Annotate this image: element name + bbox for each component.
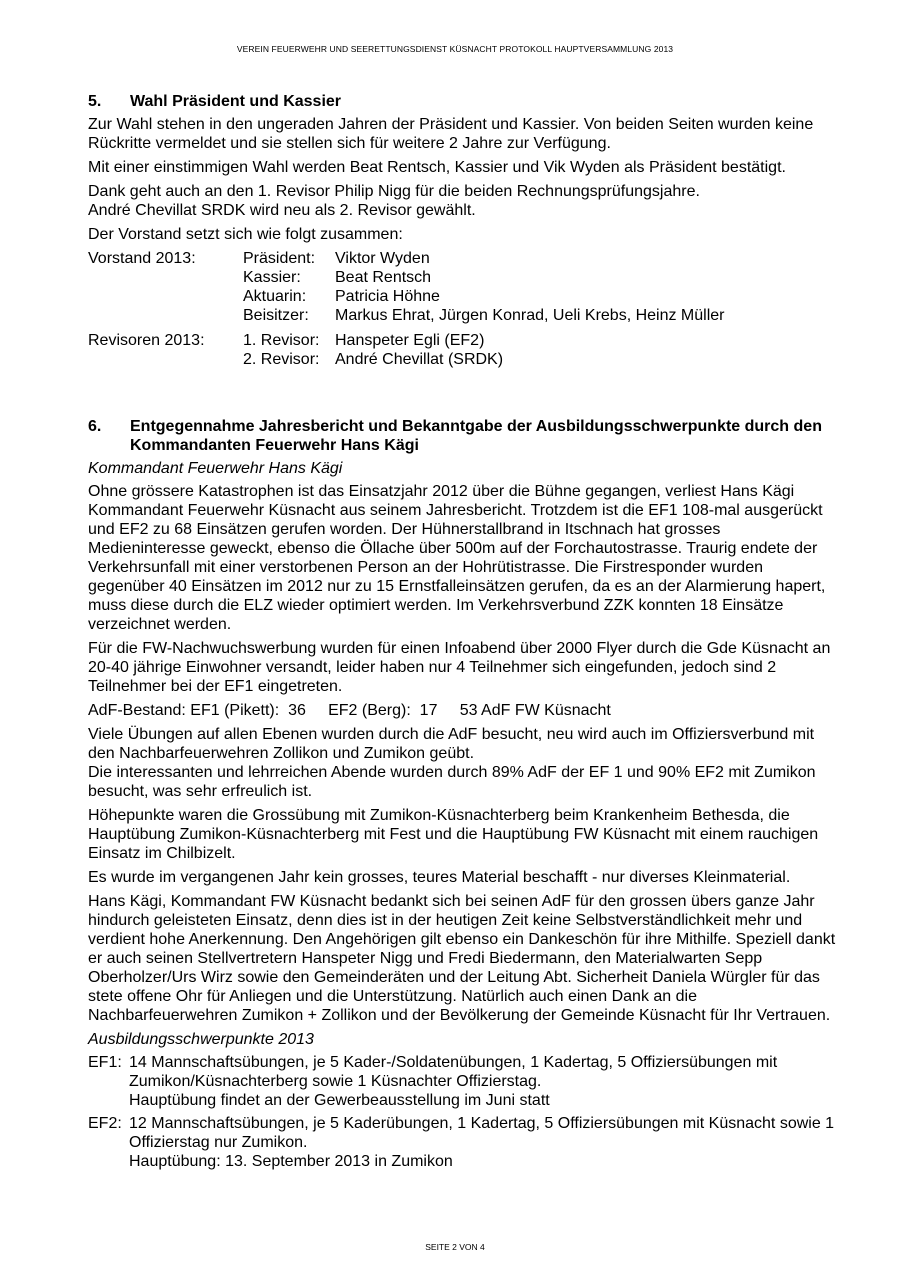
role: Präsident: bbox=[243, 250, 316, 267]
training-title: Ausbildungsschwerpunkte 2013 bbox=[88, 1031, 314, 1048]
role: 2. Revisor: bbox=[243, 351, 320, 368]
training-label: EF2: bbox=[88, 1115, 122, 1132]
revisoren-table bbox=[88, 331, 838, 369]
paragraph: Viele Übungen auf allen Ebenen wurden durch die AdF besucht, neu wird auch im Offiziersverbund mit den Nachbarfeuerwehren Zollikon und Zumikon geübt. Die interessanten und lehrreichen Abende wurden durch 89% AdF der EF 1 und 90% EF2 mit Zumikon besucht, was sehr erfreulich ist. bbox=[88, 726, 816, 800]
section-title: Entgegennahme Jahresbericht und Bekanntgabe der Ausbildungsschwerpunkte durch den Kommandanten Feuerwehr Hans Kägi bbox=[130, 418, 822, 454]
paragraph: Höhepunkte waren die Grossübung mit Zumikon-Küsnachterberg beim Krankenheim Bethesda, die Hauptübung Zumikon-Küsnachterberg mit Fest und die Hauptübung FW Küsnacht mit einem rauchigen Einsatz im Chilbizelt. bbox=[88, 807, 819, 862]
section-6-heading bbox=[88, 417, 838, 455]
member-name: Markus Ehrat, Jürgen Konrad, Ueli Krebs, Heinz Müller bbox=[335, 307, 725, 324]
training-label: EF1: bbox=[88, 1054, 122, 1071]
training-item bbox=[88, 1053, 838, 1110]
page-header: VEREIN FEUERWEHR UND SEERETTUNGSDIENST KÜSNACHT PROTOKOLL HAUPTVERSAMMLUNG 2013 bbox=[236, 44, 674, 54]
page-content bbox=[88, 92, 838, 1175]
training-text: 14 Mannschaftsübungen, je 5 Kader-/Soldatenübungen, 1 Kadertag, 5 Offiziersübungen mit Zumikon/Küsnachterberg sowie 1 Küsnachter Offizierstag. Hauptübung findet an der Gewerbeausstellung im Juni statt bbox=[129, 1054, 778, 1109]
section-number: 6. bbox=[88, 418, 102, 435]
role: Aktuarin: bbox=[243, 288, 307, 305]
member-name: Viktor Wyden bbox=[335, 250, 430, 267]
paragraph: Für die FW-Nachwuchswerbung wurden für einen Infoabend über 2000 Flyer durch die Gde Küsnacht an 20-40 jährige Einwohner versandt, leider haben nur 4 Teilnehmer sich eingefunden, jedoch sind 2 Teilnehmer bei der EF1 eingetreten. bbox=[88, 640, 831, 695]
role: Beisitzer: bbox=[243, 307, 309, 324]
section-number: 5. bbox=[88, 93, 102, 110]
paragraph: Dank geht auch an den 1. Revisor Philip Nigg für die beiden Rechnungsprüfungsjahre. André Chevillat SRDK wird neu als 2. Revisor gewählt. bbox=[88, 183, 700, 219]
training-item bbox=[88, 1114, 838, 1171]
member-name: Hanspeter Egli (EF2) bbox=[335, 332, 485, 349]
paragraph: Der Vorstand setzt sich wie folgt zusammen: bbox=[88, 226, 403, 243]
role: Kassier: bbox=[243, 269, 301, 286]
paragraph: Mit einer einstimmigen Wahl werden Beat Rentsch, Kassier und Vik Wyden als Präsident bestätigt. bbox=[88, 159, 786, 176]
member-name: Patricia Höhne bbox=[335, 288, 440, 305]
vorstand-table bbox=[88, 249, 838, 325]
paragraph: Es wurde im vergangenen Jahr kein grosses, teures Material beschafft - nur diverses Kleinmaterial. bbox=[88, 869, 791, 886]
paragraph: Zur Wahl stehen in den ungeraden Jahren der Präsident und Kassier. Von beiden Seiten wurden keine Rückritte vermeldet und sie stellen sich für weitere 2 Jahre zur Verfügung. bbox=[88, 116, 814, 152]
training-text: 12 Mannschaftsübungen, je 5 Kaderübungen, 1 Kadertag, 5 Offiziersübungen mit Küsnacht sowie 1 Offizierstag nur Zumikon. Hauptübung: 13. September 2013 in Zumikon bbox=[129, 1115, 835, 1170]
member-name: Beat Rentsch bbox=[335, 269, 432, 286]
section-5-heading bbox=[88, 92, 838, 111]
role: 1. Revisor: bbox=[243, 332, 320, 349]
paragraph: Ohne grössere Katastrophen ist das Einsatzjahr 2012 über die Bühne gegangen, verliest Hans Kägi Kommandant Feuerwehr Küsnacht aus seinem Jahresbericht. Trotzdem ist die EF1 108-mal ausgerückt und EF2 zu 68 Einsätzen gerufen worden. Der Hühnerstallbrand in Itschnach hat grosses Medieninteresse geweckt, ebenso die Öllache über 500m auf der Forchautostrasse. Traurig endete der Verkehrsunfall mit einer verstorbenen Person an der Hohrütistrasse. Die Firstresponder wurden gegenüber 40 Einsätzen im 2012 nur zu 15 Ernstfalleinsätzen gerufen, da es an der Alarmierung hapert, muss diese durch die ELZ wieder optimiert werden. Im Verkehrsverbund ZZK konnten 18 Einsätze verzeichnet werden. bbox=[88, 483, 826, 633]
section-subtitle: Kommandant Feuerwehr Hans Kägi bbox=[88, 460, 343, 477]
member-name: André Chevillat (SRDK) bbox=[335, 351, 504, 368]
paragraph: AdF-Bestand: EF1 (Pikett): 36 EF2 (Berg): 17 53 AdF FW Küsnacht bbox=[88, 702, 611, 719]
revisoren-label: Revisoren 2013: bbox=[88, 332, 205, 349]
paragraph: Hans Kägi, Kommandant FW Küsnacht bedankt sich bei seinen AdF für den grossen übers ganze Jahr hindurch geleisteten Einsatz, denn dies ist in der heutigen Zeit keine Selbstverständlichkeit mehr und verdient hohe Anerkennung. Den Angehörigen gilt ebenso ein Dankeschön für ihre Mithilfe. Speziell dankt er auch seinen Stellvertretern Hanspeter Nigg und Fredi Biedermann, den Materialwarten Sepp Oberholzer/Urs Wirz sowie den Gemeinderäten und der Leitung Abt. Sicherheit Daniela Würgler für das stete offene Ohr für Anliegen und die Unterstützung. Natürlich auch einen Dank an die Nachbarfeuerwehren Zumikon + Zollikon und der Bevölkerung der Gemeinde Küsnacht für Ihr Vertrauen. bbox=[88, 893, 836, 1024]
section-title: Wahl Präsident und Kassier bbox=[130, 93, 342, 110]
vorstand-label: Vorstand 2013: bbox=[88, 250, 196, 267]
page-footer: SEITE 2 VON 4 bbox=[425, 1242, 485, 1252]
